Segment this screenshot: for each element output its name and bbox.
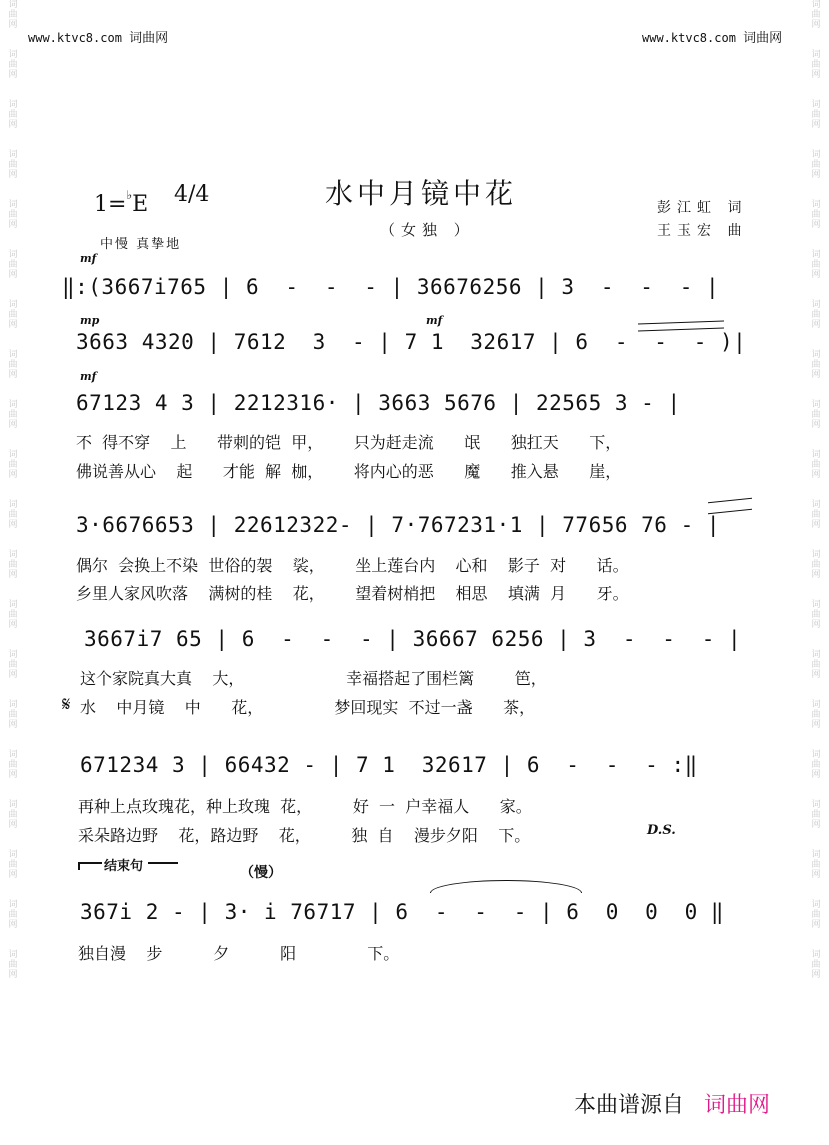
dal-segno-mark: D.S. bbox=[647, 823, 676, 838]
left-watermark-strip: 词 曲 网 词 曲 网 词 曲 网 词 曲 网 词 曲 网 词 曲 网 词 曲 网 词 曲 网 词 曲 网 词 曲 网 词 曲 网 词 曲 网 词 曲 网 词 曲 网 词 曲 网 词 曲 网 词 曲 网 词 曲 网 词 曲 网 词 曲 网 bbox=[8, 0, 18, 980]
notation-line: 367i 2 - | 3· i 76717 | 6 - - - | 6 0 0 0 ‖ bbox=[80, 900, 725, 924]
dynamic-mark: mf bbox=[426, 314, 443, 327]
lyricist-credit: 彭江虹 词 bbox=[657, 200, 748, 216]
lyric-verse-1: 再种上点玫瑰花，种上玫瑰 花， 好 一 户幸福人 家。 bbox=[78, 797, 532, 816]
song-title: 水中月镜中花 bbox=[325, 177, 518, 210]
tempo-marking: 中慢 真挚地 bbox=[100, 237, 182, 252]
tempo-slow-marking: （慢） bbox=[240, 865, 282, 881]
key-signature bbox=[94, 188, 149, 217]
tie-arc bbox=[430, 880, 582, 893]
composer-credit: 王玉宏 曲 bbox=[657, 223, 748, 239]
lyric-verse-1: 偶尔 会换上不染 世俗的袈 裟， 坐上莲台内 心和 影子 对 话。 bbox=[76, 556, 629, 575]
lyric-verse-2: 水 中月镜 中 花， 梦回现实 不过一盏 茶， bbox=[80, 698, 536, 717]
crescendo-hairpin bbox=[708, 498, 752, 515]
notation-line: 3663 4320 | 7612 3 - | 7 1 32617 | 6 - - - )| bbox=[76, 330, 747, 354]
footer-brand-link[interactable]: 词曲网 bbox=[704, 1093, 771, 1118]
dynamic-mark: mf bbox=[80, 252, 97, 265]
left-site-name[interactable]: 词曲网 bbox=[129, 31, 169, 46]
lyric-verse-1: 独自漫 步 夕 阳 下。 bbox=[78, 944, 400, 963]
song-subtitle: （女独 ） bbox=[380, 221, 475, 239]
ending-label: 结束句 bbox=[104, 859, 144, 874]
notation-line: 67123 4 3 | 2212316· | 3663 5676 | 22565 3 - | bbox=[76, 391, 681, 415]
notation-line: 3667i7 65 | 6 - - - | 36667 6256 | 3 - - - | bbox=[84, 627, 742, 651]
ending-bracket-tick bbox=[78, 862, 80, 870]
footer-source-text: 本曲谱源自 bbox=[574, 1093, 685, 1118]
left-site-url[interactable]: www.ktvc8.com bbox=[28, 31, 122, 45]
right-site-name[interactable]: 词曲网 bbox=[743, 31, 783, 46]
flat-sign: ♭ bbox=[126, 188, 133, 202]
right-watermark-strip: 词 曲 网 词 曲 网 词 曲 网 词 曲 网 词 曲 网 词 曲 网 词 曲 网 词 曲 网 词 曲 网 词 曲 网 词 曲 网 词 曲 网 词 曲 网 词 曲 网 词 曲 网 词 曲 网 词 曲 网 词 曲 网 词 曲 网 词 曲 网 bbox=[811, 0, 821, 980]
ending-bracket-left bbox=[78, 862, 102, 864]
lyric-verse-2: 佛说善从心 起 才能 解 枷， 将内心的恶 魔 推入悬 崖， bbox=[76, 462, 622, 481]
key-note: E bbox=[132, 192, 149, 217]
lyric-verse-2: 乡里人家风吹落 满树的桂 花， 望着树梢把 相思 填满 月 牙。 bbox=[76, 584, 629, 603]
lyric-verse-1: 不 得不穿 上 带刺的铠 甲， 只为赶走流 氓 独扛天 下， bbox=[76, 433, 622, 452]
footer-source bbox=[574, 1088, 770, 1119]
right-site-url[interactable]: www.ktvc8.com bbox=[642, 31, 736, 45]
ending-bracket-right bbox=[148, 862, 178, 864]
time-signature: 4/4 bbox=[174, 182, 210, 207]
dynamic-mark: mf bbox=[80, 370, 97, 383]
lyric-verse-1: 这个家院真大真 大， 幸福搭起了围栏篱 笆， bbox=[80, 669, 547, 688]
key-prefix: 1= bbox=[94, 192, 127, 217]
notation-line: 671234 3 | 66432 - | 7 1 32617 | 6 - - - :‖ bbox=[80, 753, 698, 777]
notation-line: ‖:(3667i765 | 6 - - - | 36676256 | 3 - - - | bbox=[62, 275, 720, 299]
notation-line: 3·6676653 | 22612322- | 7·767231·1 | 77656 76 - | bbox=[76, 513, 721, 537]
header-left-site[interactable] bbox=[28, 27, 168, 46]
segno-sign: 𝄋 bbox=[62, 692, 71, 716]
lyric-verse-2: 采朵路边野 花，路边野 花， 独 自 漫步夕阳 下。 bbox=[78, 826, 531, 845]
header-right-site[interactable] bbox=[642, 27, 782, 46]
dynamic-mark: mp bbox=[80, 314, 100, 327]
